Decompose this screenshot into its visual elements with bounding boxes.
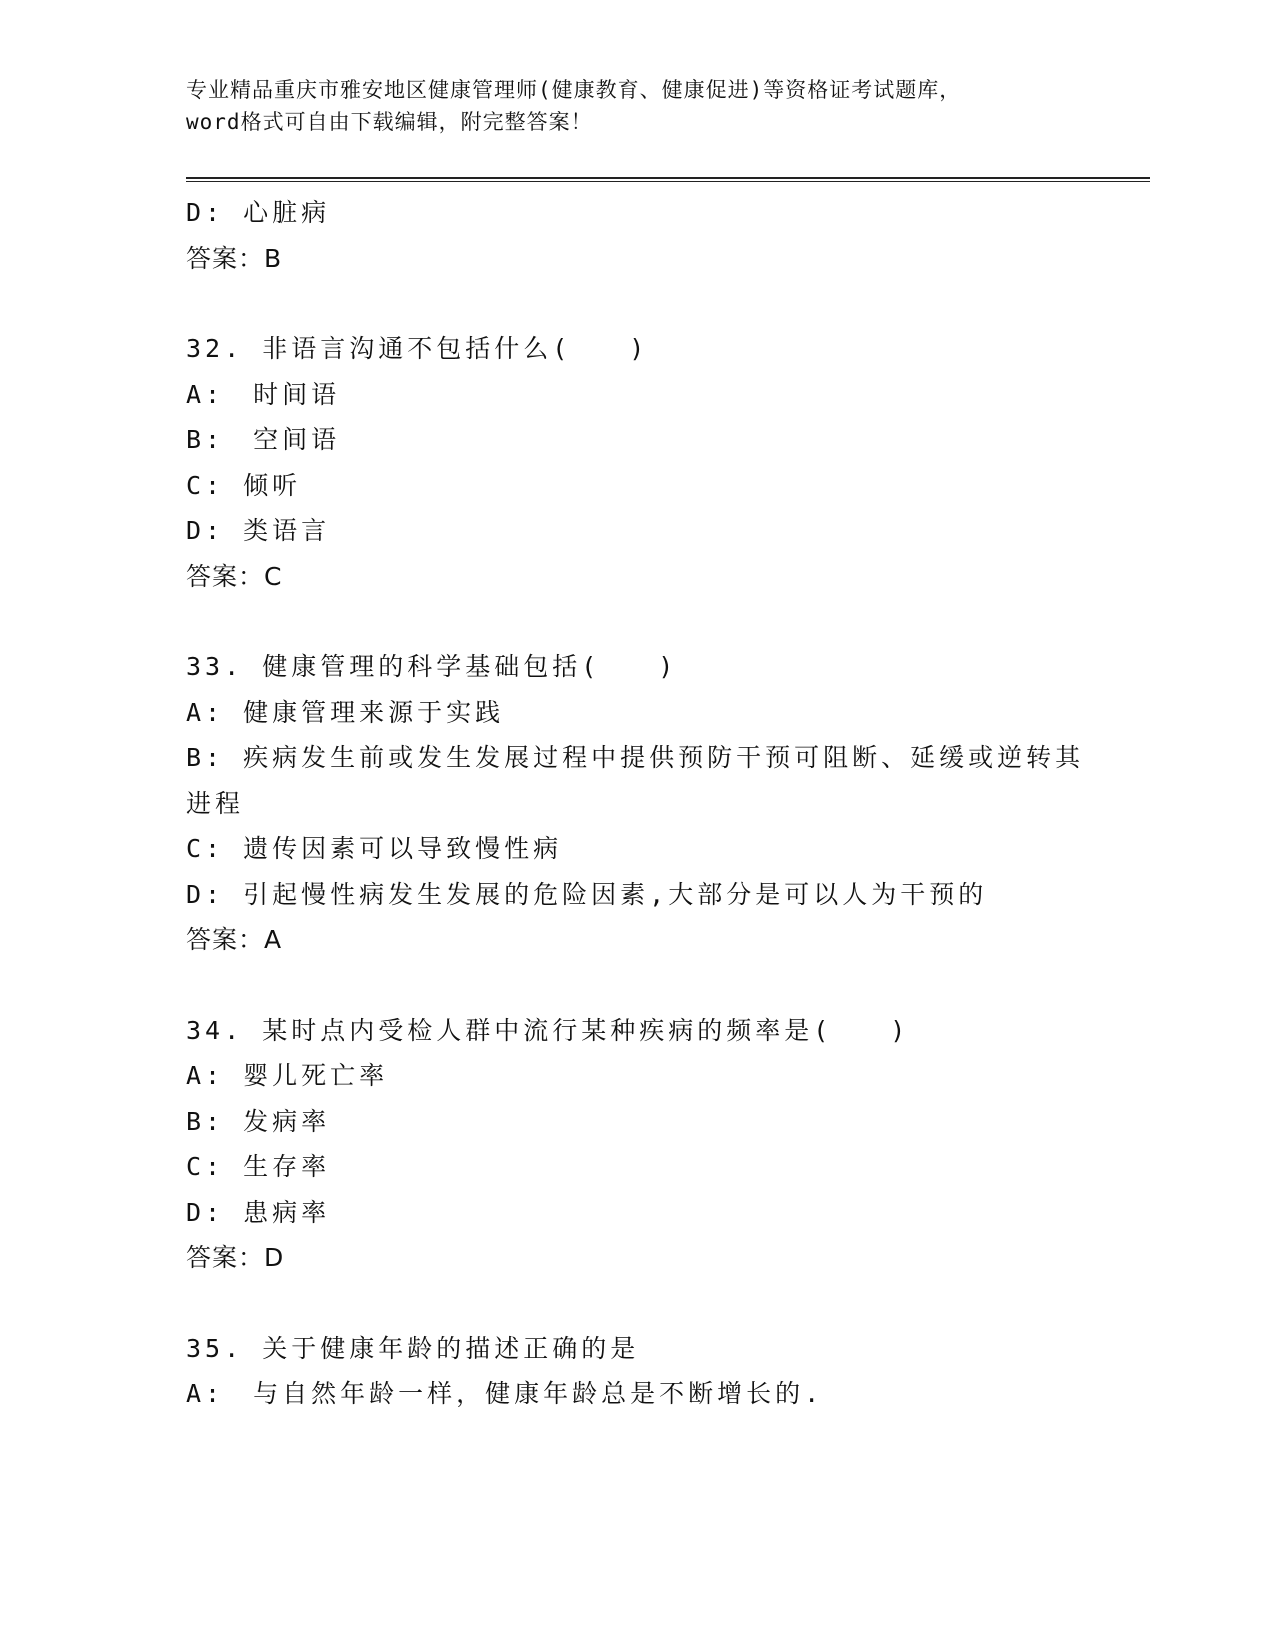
option-line: A: 健康管理来源于实践: [186, 697, 505, 727]
question-text: 33. 健康管理的科学基础包括( ): [186, 652, 678, 681]
question-text: 32. 非语言沟通不包括什么( ): [186, 334, 649, 363]
question-text: 34. 某时点内受检人群中流行某种疾病的频率是( ): [186, 1015, 910, 1045]
document-header: [186, 74, 1086, 138]
question-block-33: [186, 644, 1086, 963]
header-divider: [186, 177, 1150, 182]
question-text: 35. 关于健康年龄的描述正确的是: [186, 1333, 640, 1363]
header-line-1: 专业精品重庆市雅安地区健康管理师(健康教育、健康促进)等资格证考试题库，: [186, 78, 962, 102]
option-line: A: 与自然年龄一样，健康年龄总是不断增长的.: [186, 1379, 824, 1408]
option-line: D: 引起慢性病发生发展的危险因素,大部分是可以人为干预的: [186, 879, 988, 909]
option-line: D: 类语言: [186, 516, 331, 545]
option-line: C: 遗传因素可以导致慢性病: [186, 834, 563, 863]
option-line: A: 时间语: [186, 379, 341, 409]
option-line: C: 生存率: [186, 1152, 331, 1181]
question-block-32: [186, 326, 1086, 599]
header-line-2: word格式可自由下载编辑，附完整答案！: [186, 110, 593, 134]
question-block-35: [186, 1326, 1086, 1417]
option-line: 进程: [186, 788, 245, 818]
question-list: [186, 190, 1086, 1417]
answer-line: 答案：D: [186, 1243, 285, 1272]
option-line: C: 倾听: [186, 470, 302, 500]
answer-line: 答案：A: [186, 925, 283, 954]
option-line: D: 患病率: [186, 1197, 331, 1227]
answer-line: 答案：C: [186, 561, 283, 591]
option-line: B: 发病率: [186, 1106, 331, 1136]
option-line: D: 心脏病: [186, 198, 331, 227]
answer-line: 答案：B: [186, 243, 283, 273]
question-block-34: [186, 1008, 1086, 1281]
option-line: B: 空间语: [186, 425, 341, 454]
option-line: A: 婴儿死亡率: [186, 1061, 389, 1090]
option-line: B: 疾病发生前或发生发展过程中提供预防干预可阻断、延缓或逆转其: [186, 743, 1085, 772]
